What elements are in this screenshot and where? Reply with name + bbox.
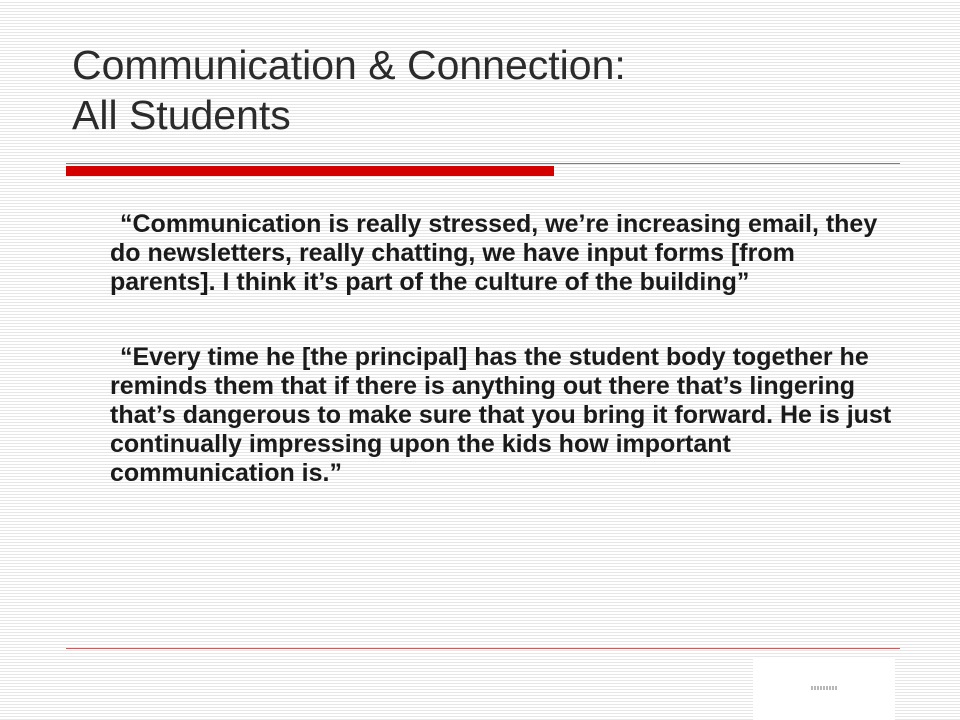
corner-thumbnail [753,658,895,720]
slide-body [110,210,900,488]
quote-principal-reminds: “Every time he [the principal] has the student body together he reminds them that if there is anything out there that’s lingering that’s dangerous to make sure that you bring it forward. He is just continually impressing upon the kids how important communication is.” [110,343,892,487]
slide-title [72,40,892,140]
title-line-1: Communication & Connection: [72,42,626,88]
title-accent-bar [66,166,554,176]
thumbnail-mark [811,686,837,690]
title-divider-line [66,163,900,164]
footer-divider-line [66,648,900,649]
title-line-2: All Students [72,92,291,138]
quote-communication-stressed: “Communication is really stressed, we’re increasing email, they do newsletters, really chatting, we have input forms [from parents]. I think it’s part of the culture of the building” [110,210,878,296]
